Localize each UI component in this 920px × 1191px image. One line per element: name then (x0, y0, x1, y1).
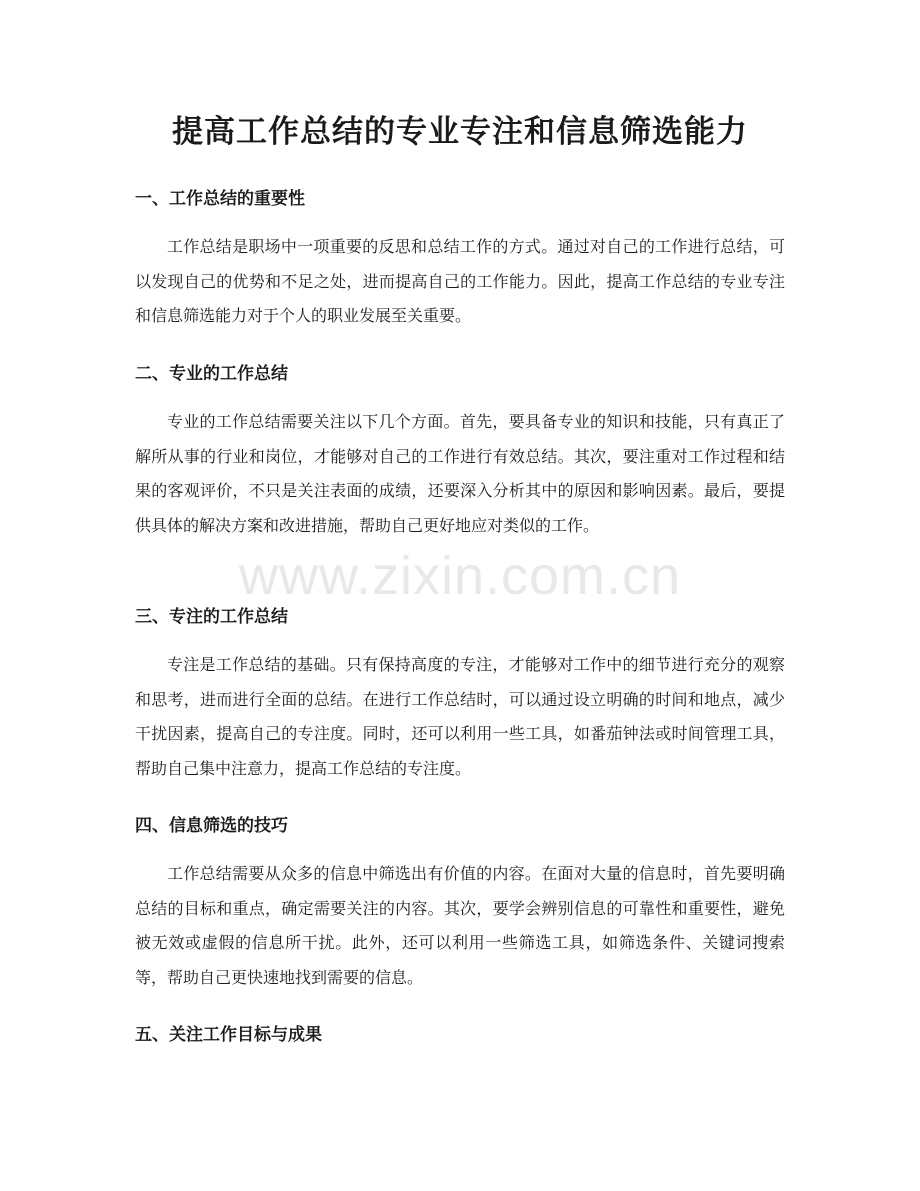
section-paragraph: 工作总结需要从众多的信息中筛选出有价值的内容。在面对大量的信息时，首先要明确总结的目标和重点，确定需要关注的内容。其次，要学会辨别信息的可靠性和重要性，避免被无效或虚假的信息所干扰。此外，还可以利用一些筛选工具，如筛选条件、关键词搜索等，帮助自己更快速地找到需要的信息。 (135, 864, 785, 987)
section-paragraph: 工作总结是职场中一项重要的反思和总结工作的方式。通过对自己的工作进行总结，可以发现自己的优势和不足之处，进而提高自己的工作能力。因此，提高工作总结的专业专注和信息筛选能力对于个人的职业发展至关重要。 (135, 237, 785, 325)
watermark: www.zixin.com.cn (238, 546, 682, 606)
section-heading: 二、专业的工作总结 (135, 364, 288, 384)
document-title: 提高工作总结的专业专注和信息筛选能力 (172, 114, 748, 150)
section-heading: 四、信息筛选的技巧 (135, 816, 288, 836)
section-5 (135, 1020, 785, 1050)
section-2 (135, 359, 785, 543)
section-3 (135, 602, 785, 786)
section-heading: 一、工作总结的重要性 (135, 189, 305, 209)
section-1 (135, 184, 785, 334)
section-heading: 五、关注工作目标与成果 (135, 1025, 322, 1045)
section-paragraph: 专注是工作总结的基础。只有保持高度的专注，才能够对工作中的细节进行充分的观察和思考，进而进行全面的总结。在进行工作总结时，可以通过设立明确的时间和地点，减少干扰因素，提高自己的专注度。同时，还可以利用一些工具，如番茄钟法或时间管理工具，帮助自己集中注意力，提高工作总结的专注度。 (135, 655, 785, 778)
section-paragraph: 专业的工作总结需要关注以下几个方面。首先，要具备专业的知识和技能，只有真正了解所从事的行业和岗位，才能够对自己的工作进行有效总结。其次，要注重对工作过程和结果的客观评价，不只是关注表面的成绩，还要深入分析其中的原因和影响因素。最后，要提供具体的解决方案和改进措施，帮助自己更好地应对类似的工作。 (135, 412, 785, 535)
section-4 (135, 811, 785, 995)
section-heading: 三、专注的工作总结 (135, 607, 288, 627)
